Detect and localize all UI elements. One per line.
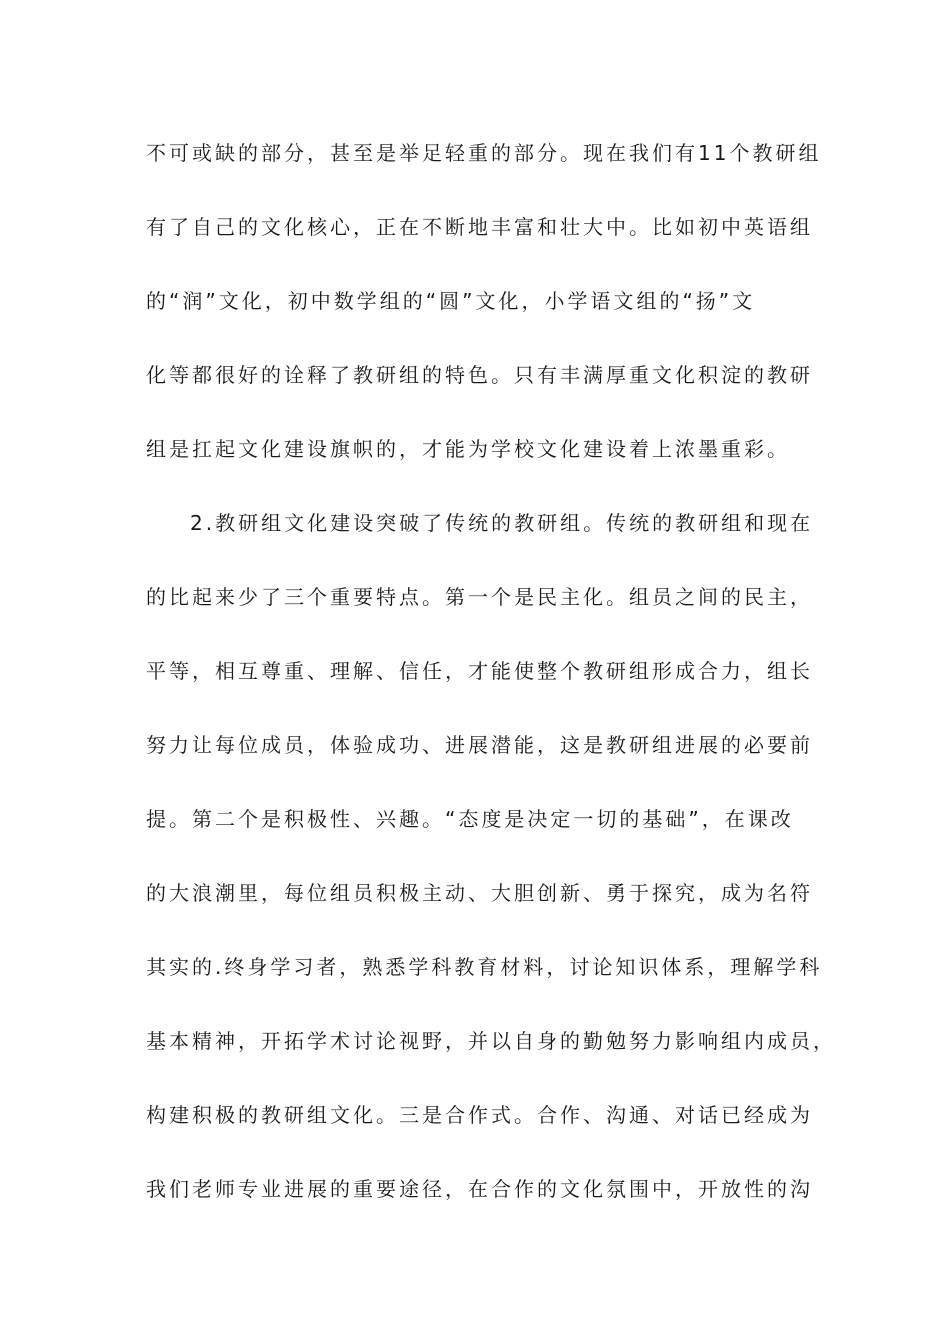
text-line: 化等都很好的诠释了教研组的特色。只有丰满厚重文化积淀的教研: [146, 363, 813, 387]
text-line: 的大浪潮里，每位组员积极主动、大胆创新、勇于探究，成为名符: [146, 881, 813, 905]
text-line: 平等，相互尊重、理解、信任，才能使整个教研组形成合力，组长: [146, 659, 813, 683]
text-line: 其实的.终身学习者，熟悉学科教育材料，讨论知识体系，理解学科: [146, 955, 823, 979]
text-line: 努力让每位成员，体验成功、进展潜能，这是教研组进展的必要前: [146, 733, 813, 757]
text-line: 我们老师专业进展的重要途径，在合作的文化氛围中，开放性的沟: [146, 1177, 813, 1201]
paragraph-start-line: 2.教研组文化建设突破了传统的教研组。传统的教研组和现在: [190, 511, 814, 535]
text-line: 有了自己的文化核心，正在不断地丰富和壮大中。比如初中英语组: [146, 215, 813, 239]
text-line: 的比起来少了三个重要特点。第一个是民主化。组员之间的民主，: [146, 585, 813, 609]
text-line: 基本精神，开拓学术讨论视野，并以自身的勤勉努力影响组内成员，: [146, 1029, 836, 1053]
text-line: 构建积极的教研组文化。三是合作式。合作、沟通、对话已经成为: [146, 1103, 813, 1127]
text-line: 提。第二个是积极性、兴趣。“态度是决定一切的基础”，在课改: [146, 807, 794, 831]
text-line: 的“润”文化，初中数学组的“圆”文化，小学语文组的“扬”文: [146, 289, 756, 313]
body-text: [146, 131, 836, 1241]
text-line: 不可或缺的部分，甚至是举足轻重的部分。现在我们有11个教研组: [146, 141, 822, 165]
text-line: 组是扛起文化建设旗帜的，才能为学校文化建设着上浓墨重彩。: [146, 437, 790, 461]
